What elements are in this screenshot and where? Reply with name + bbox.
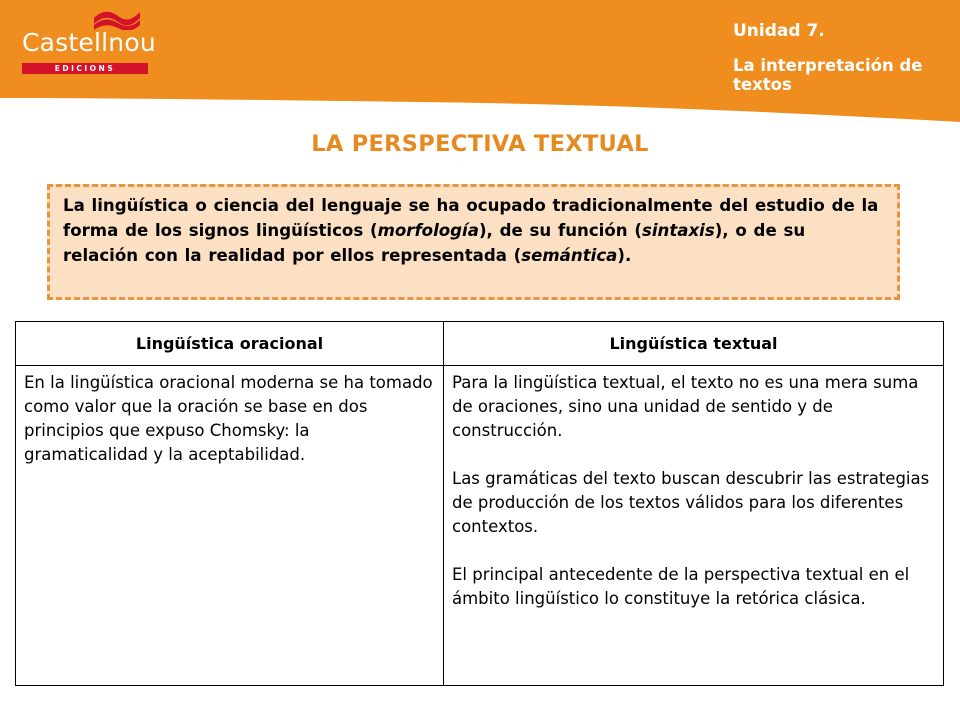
comparison-table xyxy=(15,321,944,686)
logo-wordmark: Castellnou xyxy=(22,28,156,57)
unit-title: Unidad 7. xyxy=(733,21,825,41)
header-oracional: Lingüística oracional xyxy=(16,322,444,366)
table-row xyxy=(16,366,944,686)
term-morfologia: morfología xyxy=(377,221,479,240)
term-sintaxis: sintaxis xyxy=(641,221,715,240)
term-semantica: semántica xyxy=(521,246,618,265)
table-header-row xyxy=(16,322,944,366)
castellnou-logo xyxy=(22,10,156,73)
intro-text: La lingüística o ciencia del lenguaje se ha ocupado tradicionalmente del estudio de la forma de los signos lingüísticos (morfología), de su función (sintaxis), o de su relación con la realidad por ellos representada (semántica). xyxy=(63,196,879,265)
textual-paragraph-1: Para la lingüística textual, el texto no es una mera suma de oraciones, sino una unidad de sentido y de construcción. xyxy=(452,373,919,440)
textual-paragraph-3: El principal antecedente de la perspectiva textual en el ámbito lingüístico lo constituye la retórica clásica. xyxy=(452,565,910,608)
unit-subtitle: La interpretación de textos xyxy=(733,56,923,94)
logo-subtitle: EDICIONS xyxy=(22,63,148,74)
cell-textual xyxy=(444,366,944,686)
header-textual: Lingüística textual xyxy=(444,322,944,366)
textual-paragraph-2: Las gramáticas del texto buscan descubrir las estrategias de producción de los textos válidos para los diferentes contextos. xyxy=(452,469,930,536)
flag-icon xyxy=(92,10,142,30)
page-title: LA PERSPECTIVA TEXTUAL xyxy=(311,131,649,157)
intro-box xyxy=(47,184,900,300)
cell-oracional xyxy=(16,366,444,686)
oracional-paragraph: En la lingüística oracional moderna se ha tomado como valor que la oración se base en dos principios que expuso Chomsky: la gramaticalidad y la aceptabilidad. xyxy=(24,373,433,464)
